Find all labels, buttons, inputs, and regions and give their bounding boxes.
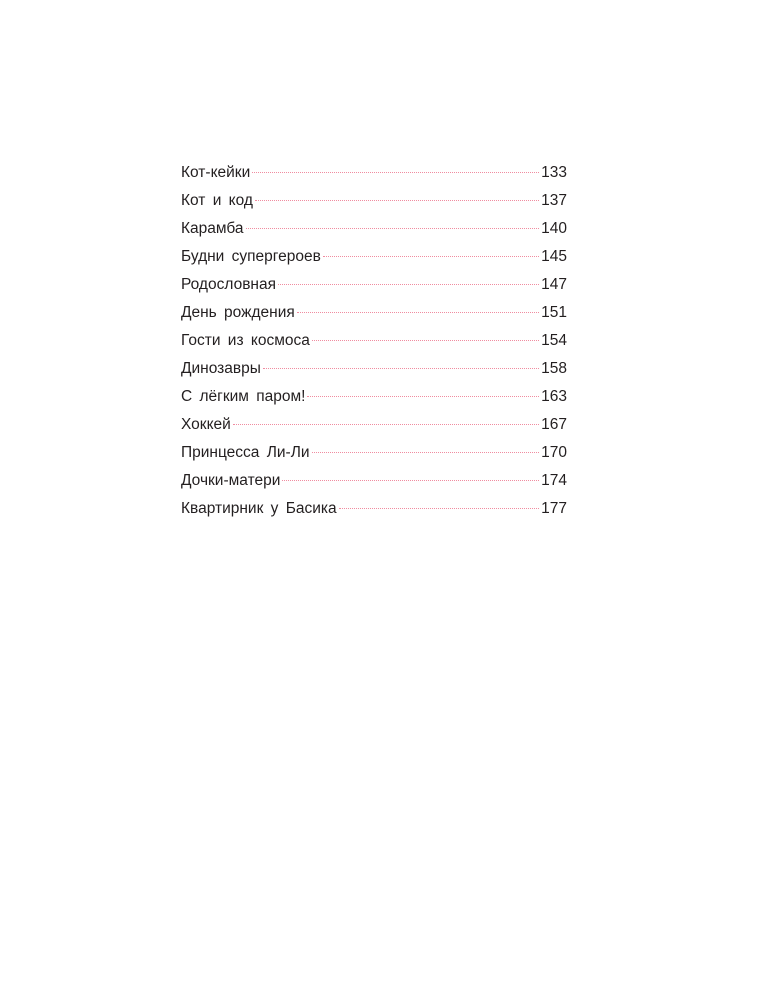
toc-entry-page: 151 — [541, 304, 567, 321]
toc-dot-leader — [246, 227, 539, 229]
toc-entry-page: 158 — [541, 360, 567, 377]
toc-dot-leader — [255, 199, 539, 201]
toc-entry-page: 163 — [541, 388, 567, 405]
toc-entry-title: Квартирник у Басика — [181, 500, 337, 517]
toc-entry-page: 154 — [541, 332, 567, 349]
toc-entry-title: Кот и код — [181, 192, 253, 209]
toc-entry-title: Дочки-матери — [181, 472, 281, 489]
toc-entry-page: 137 — [541, 192, 567, 209]
toc-entry-page: 133 — [541, 164, 567, 181]
toc-entry-title: День рождения — [181, 304, 295, 321]
toc-dot-leader — [312, 451, 539, 453]
toc-entry-page: 174 — [541, 472, 567, 489]
toc-dot-leader — [307, 395, 539, 397]
toc-dot-leader — [263, 367, 539, 369]
toc-entry-page: 147 — [541, 276, 567, 293]
toc-entry[interactable] — [181, 299, 567, 327]
toc-dot-leader — [339, 507, 539, 509]
table-of-contents — [181, 159, 567, 523]
toc-entry-page: 145 — [541, 248, 567, 265]
toc-entry-page: 167 — [541, 416, 567, 433]
toc-dot-leader — [323, 255, 539, 257]
toc-dot-leader — [233, 423, 539, 425]
toc-entry[interactable] — [181, 243, 567, 271]
toc-entry-title: Карамба — [181, 220, 244, 237]
toc-entry[interactable] — [181, 187, 567, 215]
toc-entry-title: Будни супергероев — [181, 248, 321, 265]
toc-entry[interactable] — [181, 159, 567, 187]
toc-dot-leader — [312, 339, 539, 341]
toc-entry-page: 170 — [541, 444, 567, 461]
toc-dot-leader — [252, 171, 539, 173]
toc-entry[interactable] — [181, 383, 567, 411]
toc-entry-title: Хоккей — [181, 416, 231, 433]
toc-entry-title: Родословная — [181, 276, 276, 293]
toc-entry[interactable] — [181, 271, 567, 299]
toc-entry-page: 140 — [541, 220, 567, 237]
toc-entry-title: Принцесса Ли-Ли — [181, 444, 310, 461]
toc-entry[interactable] — [181, 215, 567, 243]
toc-entry[interactable] — [181, 327, 567, 355]
toc-dot-leader — [297, 311, 539, 313]
toc-entry-title: Кот-кейки — [181, 164, 251, 181]
toc-dot-leader — [282, 479, 539, 481]
toc-entry-title: С лёгким паром! — [181, 388, 306, 405]
toc-entry-title: Гости из космоса — [181, 332, 310, 349]
toc-entry[interactable] — [181, 467, 567, 495]
toc-entry[interactable] — [181, 411, 567, 439]
toc-entry-page: 177 — [541, 500, 567, 517]
toc-entry-title: Динозавры — [181, 360, 261, 377]
toc-dot-leader — [278, 283, 539, 285]
toc-entry[interactable] — [181, 495, 567, 523]
toc-entry[interactable] — [181, 355, 567, 383]
toc-entry[interactable] — [181, 439, 567, 467]
